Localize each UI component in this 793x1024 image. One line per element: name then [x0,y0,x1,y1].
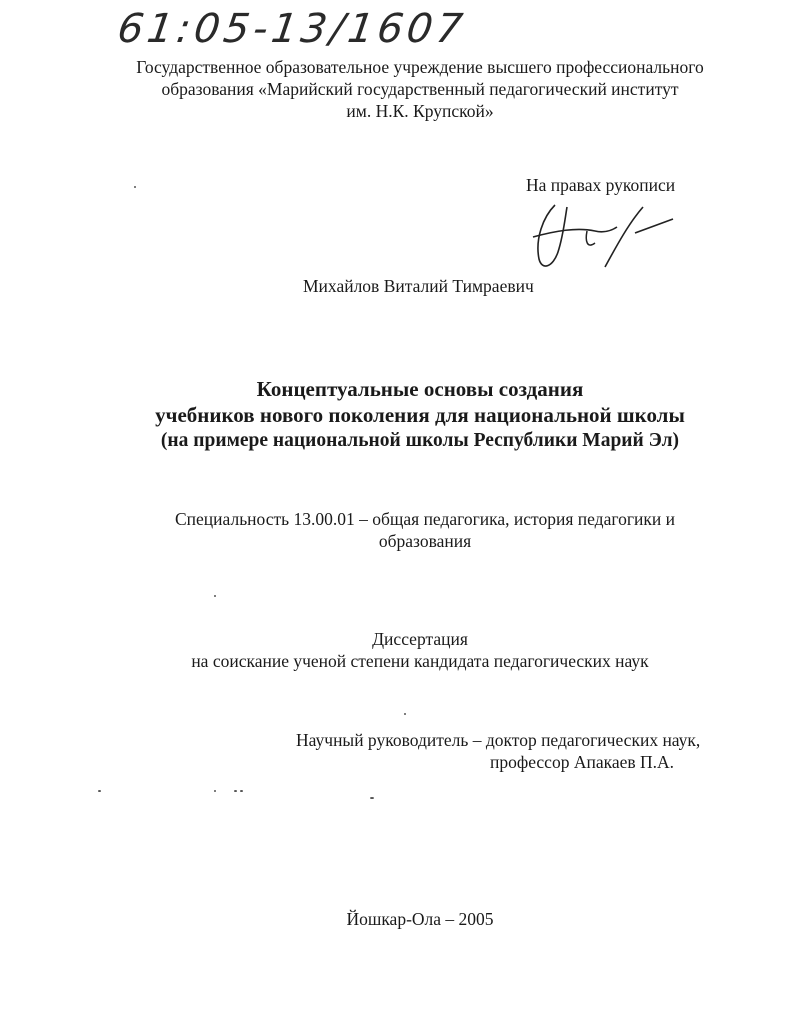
dissertation-type [60,628,780,672]
scan-speck [214,595,216,597]
manuscript-note: На правах рукописи [526,175,676,195]
signature-icon [525,197,685,277]
scan-speck [234,790,237,792]
specialty-line-1: Специальность 13.00.01 – общая педагогика, история педагогики и [175,509,675,529]
scan-speck [370,797,374,799]
author-name: Михайлов Виталий Тимраевич [303,276,534,296]
supervisor-line-2: профессор Апакаев П.А. [490,752,675,772]
scan-speck [134,186,136,188]
institution-line-3: им. Н.К. Крупской» [346,101,494,121]
archive-number: 61:05-13/1607 [114,6,470,52]
place-and-year: Йошкар-Ола – 2005 [346,909,494,929]
institution-line-1: Государственное образовательное учреждение высшего профессионального [136,57,704,77]
dissertation-line-1: Диссертация [372,629,468,649]
institution-line-2: образования «Марийский государственный педагогический институт [161,79,679,99]
title-line-1: Концептуальные основы создания [256,377,584,401]
specialty-line-2: образования [378,531,472,551]
supervisor [296,729,700,773]
scan-speck [214,790,216,792]
supervisor-line-1: Научный руководитель – доктор педагогических наук, [296,730,701,750]
title-line-3: (на примере национальной школы Республики Марий Эл) [160,430,680,451]
dissertation-title [60,376,780,454]
scan-speck [404,713,406,715]
scan-speck [240,790,243,792]
institution-name [80,56,760,122]
scan-speck [98,790,101,792]
specialty [100,508,750,552]
dissertation-line-2: на соискание ученой степени кандидата педагогических наук [191,651,649,671]
title-line-2: учебников нового поколения для национальной школы [155,403,685,427]
